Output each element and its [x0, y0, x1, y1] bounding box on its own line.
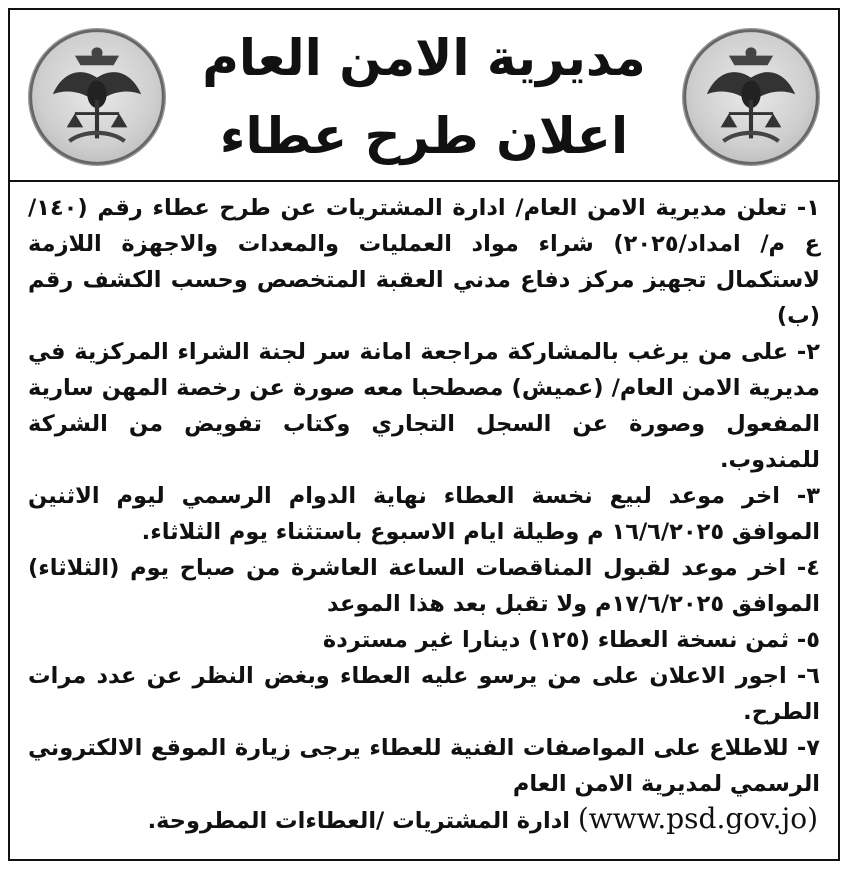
announcement-item-3: ٣- اخر موعد لبيع نخسة العطاء نهاية الدوام الرسمي ليوم الاثنين الموافق ١٦/٦/٢٠٢٥ م وطيلة ايام الاسبوع باستثناء يوم الثلاثاء.: [28, 483, 820, 545]
website-path-text: ادارة المشتريات /العطاءات المطروحة.: [147, 808, 570, 834]
announcement-header: [10, 10, 838, 182]
website-link[interactable]: (www.psd.gov.jo): [577, 802, 818, 835]
announcement-item-6: ٦- اجور الاعلان على من يرسو عليه العطاء وبغض النظر عن عدد مرات الطرح.: [28, 663, 820, 725]
eagle-crown-emblem-icon: [28, 28, 166, 166]
announcement-item-2: ٢- على من يرغب بالمشاركة مراجعة امانة سر لجنة الشراء المركزية في مديرية الامن العام/ (عميش) مصطحبا معه صورة عن رخصة المهن سارية المفعول وصورة عن السجل التجاري وكتاب تفويض من الشركة للمندوب.: [28, 339, 820, 473]
page-title: مديرية الامن العام: [202, 29, 646, 87]
announcement-body: [28, 190, 820, 802]
announcement-footer: [50, 801, 818, 839]
announcement-item-7: ٧- للاطلاع على المواصفات الفنية للعطاء يرجى زيارة الموقع الالكتروني الرسمي لمديرية الامن العام: [28, 735, 820, 797]
announcement-item-4: ٤- اخر موعد لقبول المناقصات الساعة العاشرة من صباح يوم (الثلاثاء) الموافق ١٧/٦/٢٠٢٥م ولا تقبل بعد هذا الموعد: [28, 555, 820, 617]
page-subtitle: اعلان طرح عطاء: [219, 107, 629, 165]
announcement-titles: [180, 20, 668, 170]
announcement-item-1: ١- تعلن مديرية الامن العام/ ادارة المشتريات عن طرح عطاء رقم (١٤٠/ ع م/ امداد/٢٠٢٥) شراء مواد العمليات والمعدات والاجهزة اللازمة لاستكمال تجهيز مركز دفاع مدني العقبة المتخصص وحسب الكشف رقم (ب): [28, 195, 820, 329]
announcement-item-5: ٥- ثمن نسخة العطاء (١٢٥) دينارا غير مستردة: [322, 627, 820, 653]
eagle-crown-emblem-icon: [682, 28, 820, 166]
announcement-frame: [8, 8, 840, 861]
